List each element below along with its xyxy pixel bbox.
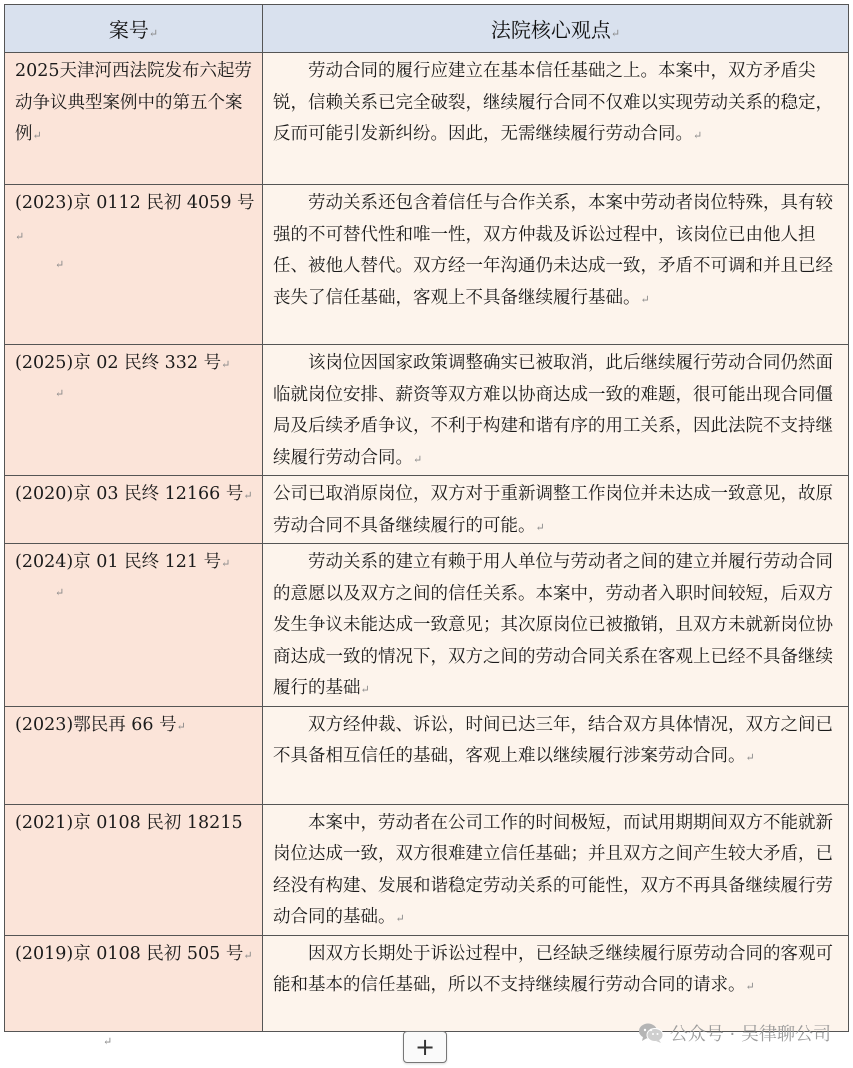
- table-row: [5, 706, 849, 804]
- paragraph-mark: ↵: [640, 292, 650, 306]
- core-view-text: 劳动合同的履行应建立在基本信任基础之上。本案中，双方矛盾尖锐，信赖关系已完全破裂，继续履行合同不仅难以实现劳动关系的稳定，反而可能引发新纠纷。因此，无需继续履行劳动合同。: [273, 61, 833, 144]
- core-view-text: 双方经仲裁、诉讼，时间已达三年，结合双方具体情况，双方之间已不具备相互信任的基础，客观上难以继续履行涉案劳动合同。: [273, 714, 833, 766]
- header-core-view-label: 法院核心观点: [490, 18, 611, 42]
- core-view-text: 劳动关系的建立有赖于用人单位与劳动者之间的建立并履行劳动合同的意愿以及双方之间的信任关系。本案中，劳动者入职时间较短，后双方发生争议未能达成一致意见；其次原岗位已被撤销，且双方未就新岗位协商达成一致的情况下，双方之间的劳动合同关系在客观上已经不具备继续履行的基础: [273, 552, 833, 698]
- case-number: 2025天津河西法院发布六起劳动争议典型案例中的第五个案例: [15, 61, 253, 144]
- core-view-cell[interactable]: [263, 706, 849, 804]
- core-view-text: 因双方长期处于诉讼过程中，已经缺乏继续履行原劳动合同的客观可能和基本的信任基础，所以不支持继续履行劳动合同的请求。: [273, 943, 833, 995]
- paragraph-mark: ↵: [221, 358, 231, 371]
- core-view-cell[interactable]: [263, 345, 849, 476]
- table-row: [5, 804, 849, 935]
- core-view-cell[interactable]: [263, 476, 849, 544]
- paragraph-mark: ↵: [413, 452, 423, 466]
- paragraph-mark: ↵: [103, 1035, 113, 1048]
- paragraph-mark: ↵: [693, 129, 703, 142]
- paragraph-mark: ↵: [55, 386, 65, 400]
- paragraph-mark: ↵: [535, 520, 545, 534]
- case-number: (2024)京 01 民终 121 号: [15, 552, 222, 572]
- header-core-view: [263, 5, 849, 53]
- paragraph-mark: ↵: [243, 948, 253, 962]
- paragraph-mark: ↵: [55, 258, 65, 271]
- paragraph-mark: ↵: [221, 557, 231, 570]
- table-row: [5, 476, 849, 544]
- core-view-text: 公司已取消原岗位，双方对于重新调整工作岗位并未达成一致意见，故原劳动合同不具备继续履行的可能。: [273, 484, 833, 536]
- paragraph-mark: ↵: [32, 129, 42, 142]
- core-view-cell[interactable]: [263, 185, 849, 345]
- case-number: (2019)京 0108 民初 505 号: [15, 943, 244, 964]
- core-view-cell[interactable]: [263, 935, 849, 1031]
- paragraph-mark: ↵: [148, 27, 159, 40]
- case-number-cell[interactable]: [5, 476, 263, 544]
- case-number-cell[interactable]: [5, 345, 263, 476]
- watermark: [638, 1020, 831, 1046]
- case-number-cell[interactable]: [5, 706, 263, 804]
- core-view-text: 劳动关系还包含着信任与合作关系，本案中劳动者岗位特殊，具有较强的不可替代性和唯一性，双方仲裁及诉讼过程中，该岗位已由他人担任、被他人替代。双方经一年沟通仍未达成一致，矛盾不可调和并且已经丧失了信任基础，客观上不具备继续履行基础。: [273, 193, 833, 308]
- table-header-row: [5, 5, 849, 53]
- paragraph-mark: ↵: [745, 751, 755, 764]
- paragraph-mark: ↵: [360, 683, 370, 696]
- watermark-text: 公众号 · 吴律聊公司: [669, 1024, 831, 1045]
- case-number-cell[interactable]: [5, 544, 263, 707]
- paragraph-mark: ↵: [15, 229, 25, 243]
- case-number-cell[interactable]: [5, 935, 263, 1031]
- core-view-cell[interactable]: [263, 804, 849, 935]
- case-number: (2023)鄂民再 66 号: [15, 714, 177, 735]
- paragraph-mark: ↵: [243, 489, 253, 502]
- table-row: [5, 185, 849, 345]
- case-number-cell[interactable]: [5, 804, 263, 935]
- header-case-no: [5, 5, 263, 53]
- case-number: (2020)京 03 民终 12166 号: [15, 484, 244, 504]
- paragraph-mark: ↵: [610, 27, 621, 40]
- paragraph-mark: ↵: [395, 912, 405, 925]
- case-number: (2025)京 02 民终 332 号: [15, 353, 222, 373]
- table-row: [5, 544, 849, 707]
- case-number-cell[interactable]: [5, 185, 263, 345]
- case-table: [4, 4, 849, 1032]
- paragraph-mark: ↵: [55, 585, 65, 599]
- case-number: (2021)京 0108 民初 18215: [15, 812, 243, 833]
- core-view-text: 该岗位因国家政策调整确实已被取消，此后继续履行劳动合同仍然面临就岗位安排、薪资等双方难以协商达成一致的难题，很可能出现合同僵局及后续矛盾争议，不利于构建和谐有序的用工关系，因此法院不支持继续履行劳动合同。: [273, 353, 833, 468]
- wechat-icon: [638, 1022, 664, 1044]
- plus-icon: +: [414, 1033, 436, 1061]
- core-view-cell[interactable]: [263, 53, 849, 185]
- add-row-button[interactable]: [403, 1031, 447, 1063]
- case-number-cell[interactable]: [5, 53, 263, 185]
- table-row: [5, 53, 849, 185]
- case-number: (2023)京 0112 民初 4059 号: [15, 193, 255, 213]
- core-view-cell[interactable]: [263, 544, 849, 707]
- table-row: [5, 935, 849, 1031]
- paragraph-mark: ↵: [176, 719, 186, 733]
- table-row: [5, 345, 849, 476]
- paragraph-mark: ↵: [745, 980, 755, 993]
- header-case-no-label: 案号: [108, 18, 149, 42]
- core-view-text: 本案中，劳动者在公司工作的时间极短，而试用期期间双方不能就新岗位达成一致，双方很难建立信任基础；并且双方之间产生较大矛盾，已经没有构建、发展和谐稳定劳动关系的可能性，双方不再具备继续履行劳动合同的基础。: [273, 812, 833, 927]
